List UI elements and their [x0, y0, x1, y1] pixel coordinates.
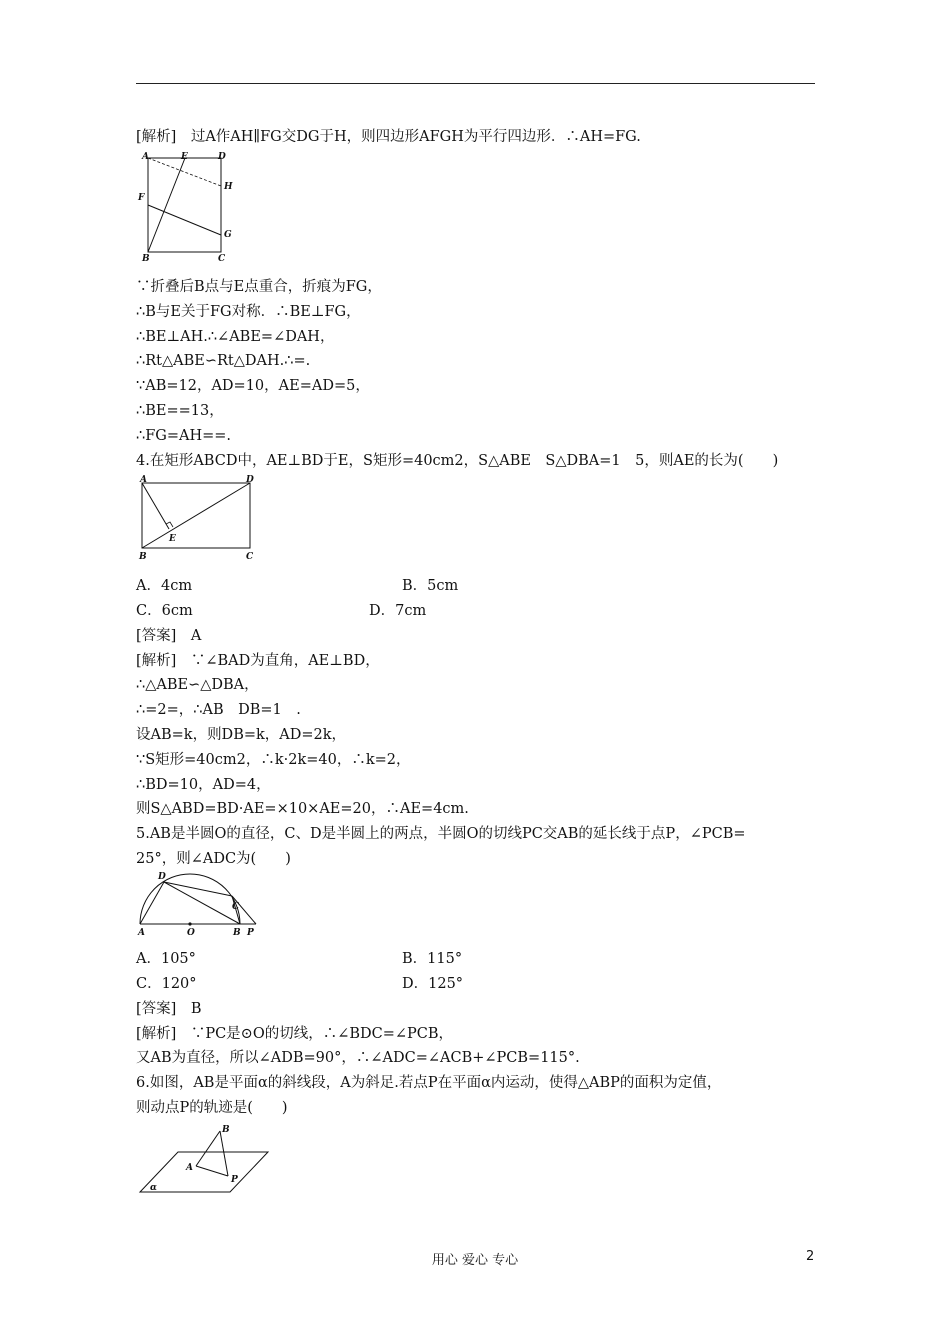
analysis-line: 则S△ABD=BD·AE=×10×AE=20，∴AE=4cm. — [136, 801, 469, 817]
option-b: B．115° — [402, 951, 463, 967]
figure-square-fold — [136, 148, 246, 263]
fig2-label-B: B — [139, 552, 147, 562]
fig3-label-O: O — [187, 928, 195, 938]
analysis-line: ∴BE==13， — [136, 403, 224, 419]
analysis-line: ∴BD=10，AD=4， — [136, 777, 271, 793]
option-d: D．125° — [402, 976, 464, 992]
question-6-cont: 则动点P的轨迹是( ) — [136, 1100, 288, 1116]
fig2-label-C: C — [246, 552, 254, 562]
fig4-label-A: A — [186, 1163, 193, 1173]
fig2-label-A: A — [140, 475, 147, 485]
fig2-label-D: D — [246, 475, 254, 485]
analysis-line: ∴FG=AH==. — [136, 428, 232, 444]
option-c: C．6cm — [136, 603, 193, 619]
fig1-label-D: D — [218, 152, 226, 162]
answer-line: [答案] A — [136, 628, 202, 644]
option-a: A．4cm — [136, 578, 193, 594]
fig3-label-D: D — [158, 872, 166, 882]
option-c: C．120° — [136, 976, 197, 992]
fig1-label-B: B — [142, 254, 150, 263]
analysis-line: ∵AB=12，AD=10，AE=AD=5， — [136, 378, 370, 394]
analysis-line: ∵S矩形=40cm2，∴k·2k=40，∴k=2， — [136, 752, 411, 768]
option-d: D．7cm — [369, 603, 427, 619]
fig3-label-P: P — [247, 928, 254, 938]
fig1-label-C: C — [218, 254, 226, 263]
analysis-line: ∴B与E关于FG对称．∴BE⊥FG， — [136, 304, 361, 320]
fig4-label-B: B — [222, 1125, 230, 1135]
answer-line: [答案] B — [136, 1001, 202, 1017]
fig1-label-A: A — [142, 152, 149, 162]
option-b: B．5cm — [402, 578, 459, 594]
fig3-label-A: A — [138, 928, 145, 938]
fig4-label-P: P — [231, 1175, 238, 1185]
analysis-line: [解析] ∵∠BAD为直角，AE⊥BD， — [136, 653, 380, 669]
fig3-label-C: C — [232, 902, 240, 912]
fig1-label-H: H — [224, 182, 233, 192]
question-4: 4.在矩形ABCD中，AE⊥BD于E，S矩形=40cm2，S△ABE S△DBA=1 5，则AE的长为( ) — [136, 453, 779, 469]
analysis-line: 又AB为直径，所以∠ADB=90°，∴∠ADC=∠ACB+∠PCB=115°. — [136, 1050, 580, 1066]
analysis-line: ∴Rt△ABE∽Rt△DAH.∴=. — [136, 353, 311, 369]
analysis-line: [解析] 过A作AH∥FG交DG于H，则四边形AFGH为平行四边形．∴AH=FG. — [136, 129, 641, 145]
fig1-label-E: E — [181, 152, 188, 162]
question-5-cont: 25°，则∠ADC为( ) — [136, 851, 291, 867]
page-number: 2 — [806, 1249, 815, 1264]
figure-plane — [136, 1118, 276, 1198]
option-a: A．105° — [136, 951, 196, 967]
analysis-line: ∴=2=，∴AB DB=1 . — [136, 702, 301, 718]
fig1-label-G: G — [224, 230, 232, 240]
analysis-line: ∴△ABE∽△DBA， — [136, 677, 259, 693]
fig3-label-B: B — [233, 928, 241, 938]
question-6: 6.如图，AB是平面α的斜线段，A为斜足.若点P在平面α内运动，使得△ABP的面积为定值， — [136, 1075, 722, 1091]
fig2-label-E: E — [169, 534, 176, 544]
analysis-line: ∴BE⊥AH.∴∠ABE=∠DAH， — [136, 329, 335, 345]
figure-rectangle — [136, 473, 261, 563]
analysis-line: 设AB=k，则DB=k，AD=2k， — [136, 727, 347, 743]
analysis-line: ∵折叠后B点与E点重合，折痕为FG， — [136, 279, 382, 295]
fig1-label-F: F — [138, 193, 145, 203]
question-5: 5.AB是半圆O的直径，C、D是半圆上的两点，半圆O的切线PC交AB的延长线于点P，∠PCB= — [136, 826, 746, 842]
fig4-label-alpha: α — [150, 1183, 157, 1193]
figure-semicircle — [136, 868, 266, 940]
footer-text: 用心 爱心 专心 — [431, 1253, 519, 1268]
analysis-line: [解析] ∵PC是⊙O的切线，∴∠BDC=∠PCB， — [136, 1026, 454, 1042]
header-rule — [136, 83, 815, 84]
